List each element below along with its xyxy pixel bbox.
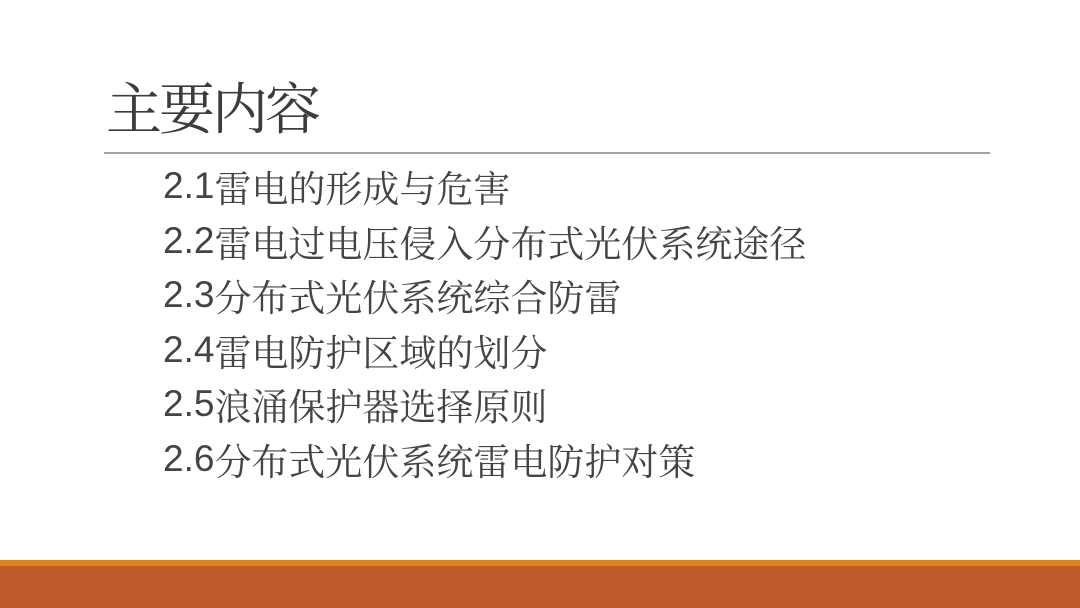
list-item (163, 432, 806, 487)
list-item (163, 323, 806, 378)
item-text: 浪涌保护器选择原则 (214, 386, 548, 430)
item-number: 2.6 (163, 437, 215, 479)
content-list (163, 159, 806, 486)
item-number: 2.1 (163, 165, 215, 207)
item-number: 2.2 (163, 219, 215, 261)
item-text: 分布式光伏系统雷电防护对策 (214, 440, 696, 484)
item-text: 雷电的形成与危害 (214, 168, 511, 212)
item-number: 2.4 (163, 328, 215, 370)
list-item (163, 214, 806, 269)
slide-title: 主要内容 (106, 78, 318, 143)
item-text: 分布式光伏系统综合防雷 (214, 277, 622, 321)
item-text: 雷电过电压侵入分布式光伏系统途径 (214, 222, 807, 266)
item-text: 雷电防护区域的划分 (214, 331, 548, 375)
title-underline (104, 152, 990, 154)
bottom-accent-bar-thick (0, 566, 1080, 608)
item-number: 2.3 (163, 274, 215, 316)
list-item (163, 268, 806, 323)
list-item (163, 377, 806, 432)
list-item (163, 159, 806, 214)
item-number: 2.5 (163, 383, 215, 425)
